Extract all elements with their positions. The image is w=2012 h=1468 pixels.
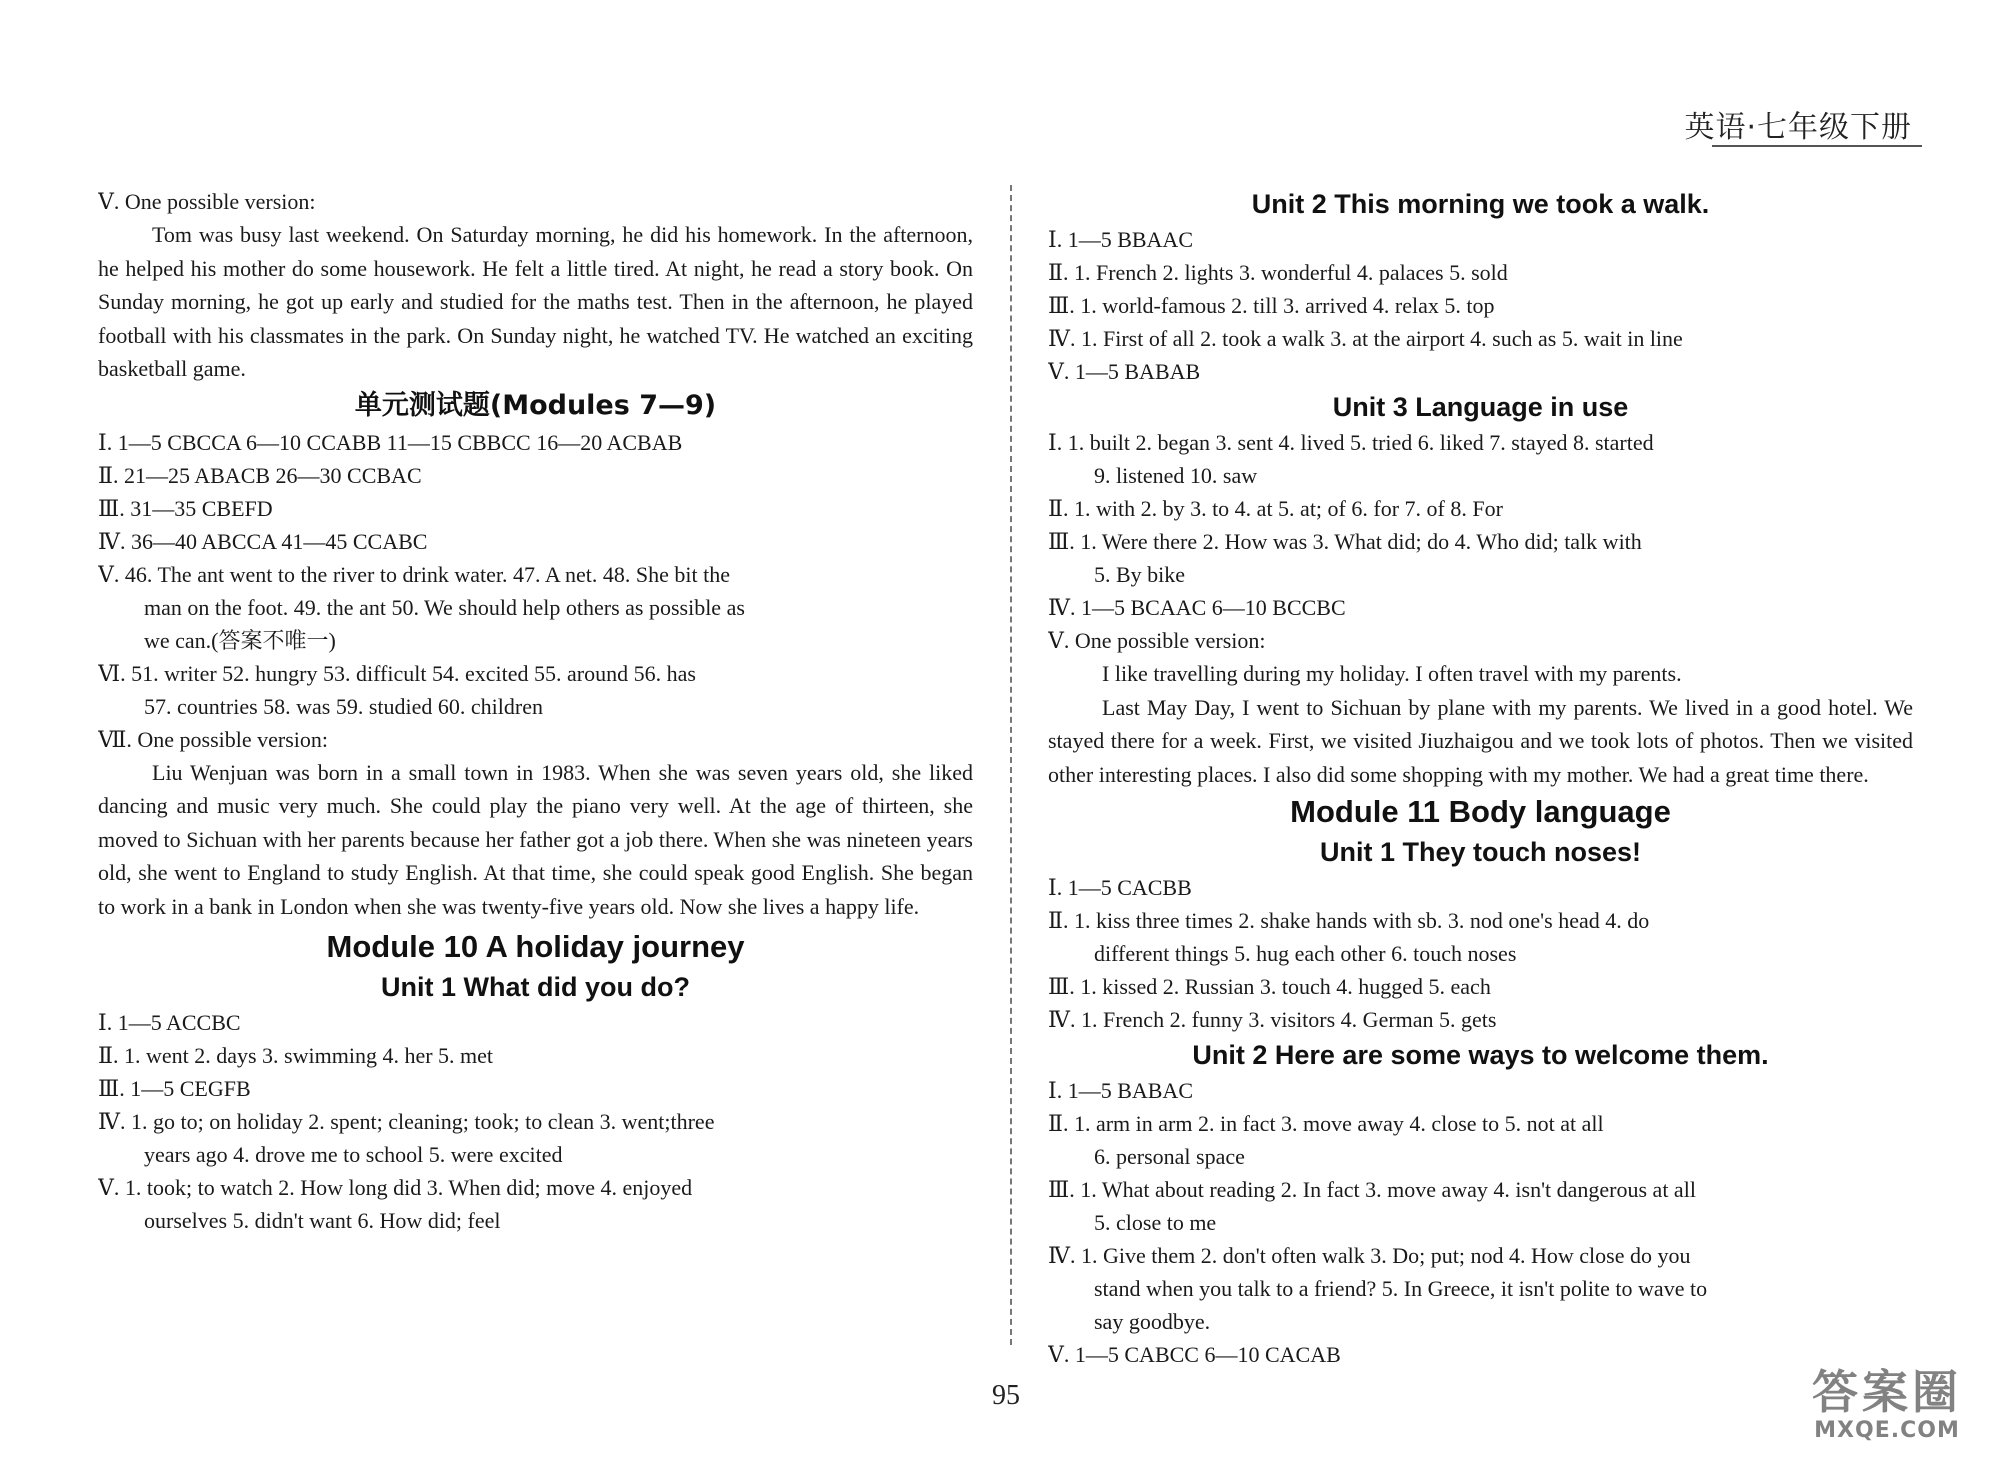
right-column — [1048, 185, 1913, 1371]
header-rule — [1712, 145, 1922, 147]
answer-line: Ⅳ. 36—40 ABCCA 41—45 CCABC — [98, 528, 428, 554]
page-number: 95 — [992, 1380, 1020, 1411]
module-title: Module 11 Body language — [1290, 794, 1671, 829]
site-watermark — [1792, 1366, 1982, 1444]
column-divider — [1010, 185, 1012, 1345]
answer-line: Ⅲ. 1. Were there 2. How was 3. What did; do 4. Who did; talk with — [1048, 529, 1642, 554]
watermark-logo-text: 答案圈 — [1812, 1365, 1962, 1419]
unit-title: Unit 1 They touch noses! — [1319, 837, 1642, 867]
answer-line: we can.(答案不唯一) — [144, 627, 336, 653]
unit-title: Unit 2 This morning we took a walk. — [1251, 189, 1710, 219]
answer-line: stand when you talk to a friend? 5. In Greece, it isn't polite to wave to — [1094, 1276, 1708, 1301]
answer-line: 5. By bike — [1094, 562, 1186, 587]
answer-line: Ⅰ. 1—5 ACCBC — [98, 1010, 241, 1035]
answer-line: Ⅲ. 1—5 CEGFB — [98, 1076, 251, 1101]
answer-line: Ⅳ. 1—5 BCAAC 6—10 BCCBC — [1048, 595, 1346, 620]
answer-line: Ⅱ. 1. kiss three times 2. shake hands with sb. 3. nod one's head 4. do — [1048, 908, 1650, 933]
essay-paragraph: Liu Wenjuan was born in a small town in 1983. When she was seven years old, she liked dancing and music very much. She could play the piano very well. At the age of thirteen, she moved to Sichuan with her parents because her father got a job there. When she was nineteen years old, she went to England to study English. At that time, she could speak good English. She began to work in a bank in London when she was twenty-five years old. Now she lives a happy life. — [98, 759, 973, 919]
answer-line: Ⅳ. 1. First of all 2. took a walk 3. at the airport 4. such as 5. wait in line — [1048, 326, 1683, 351]
answer-line: Ⅲ. 1. world-famous 2. till 3. arrived 4. relax 5. top — [1048, 293, 1495, 318]
answer-line: Ⅱ. 1. arm in arm 2. in fact 3. move away 4. close to 5. not at all — [1048, 1111, 1604, 1136]
answer-line: Ⅱ. 1. French 2. lights 3. wonderful 4. palaces 5. sold — [1048, 260, 1508, 285]
answer-line: 9. listened 10. saw — [1094, 463, 1258, 488]
answer-line: years ago 4. drove me to school 5. were excited — [144, 1142, 563, 1167]
unit-title: Unit 3 Language in use — [1332, 392, 1629, 422]
answer-line: Ⅰ. 1. built 2. began 3. sent 4. lived 5. tried 6. liked 7. stayed 8. started — [1048, 430, 1654, 455]
module-title: Module 10 A holiday journey — [326, 929, 745, 964]
answer-line: Ⅴ. 1. took; to watch 2. How long did 3. When did; move 4. enjoyed — [98, 1175, 693, 1200]
essay-paragraph: Last May Day, I went to Sichuan by plane with my parents. We lived in a good hotel. We stayed there for a week. First, we visited Jiuzhaigou and we took lots of photos. Then we visited other interesting places. I also did some shopping with my mother. We had a great time there. — [1048, 694, 1913, 787]
answer-line: Ⅲ. 1. What about reading 2. In fact 3. move away 4. isn't dangerous at all — [1048, 1177, 1696, 1202]
answer-line: Ⅶ. One possible version: — [98, 726, 329, 752]
unit-title: Unit 2 Here are some ways to welcome them. — [1192, 1040, 1769, 1070]
answer-line: Ⅵ. 51. writer 52. hungry 53. difficult 54. excited 55. around 56. has — [98, 660, 696, 686]
answer-line: different things 5. hug each other 6. touch noses — [1094, 941, 1517, 966]
answer-line: Ⅱ. 1. with 2. by 3. to 4. at 5. at; of 6. for 7. of 8. For — [1048, 496, 1503, 521]
answer-line: man on the foot. 49. the ant 50. We should help others as possible as — [144, 594, 745, 620]
answer-line: Ⅴ. One possible version: — [1048, 628, 1266, 653]
answer-line: 57. countries 58. was 59. studied 60. children — [144, 693, 543, 719]
essay-paragraph: I like travelling during my holiday. I often travel with my parents. — [1102, 661, 1682, 686]
answer-line: Ⅲ. 1. kissed 2. Russian 3. touch 4. hugged 5. each — [1048, 974, 1491, 999]
watermark-url: MXQE.COM — [1814, 1418, 1960, 1443]
answer-line: 5. close to me — [1094, 1210, 1217, 1235]
essay-paragraph: Tom was busy last weekend. On Saturday morning, he did his homework. In the afternoon, he helped his mother do some housework. He felt a little tired. At night, he read a story book. On Sunday morning, he got up early and studied for the maths test. Then in the afternoon, he played football with his classmates in the park. On Sunday night, he watched TV. He watched an exciting basketball game. — [98, 222, 973, 381]
answer-line: ourselves 5. didn't want 6. How did; feel — [144, 1208, 501, 1233]
answer-line: Ⅰ. 1—5 CACBB — [1048, 875, 1192, 900]
answer-line: Ⅴ. One possible version: — [98, 189, 316, 214]
answer-line: 6. personal space — [1094, 1144, 1245, 1169]
answer-line: Ⅴ. 1—5 BABAB — [1048, 359, 1201, 384]
answer-line: Ⅳ. 1. Give them 2. don't often walk 3. Do; put; nod 4. How close do you — [1048, 1243, 1691, 1268]
answer-line: Ⅴ. 1—5 CABCC 6—10 CACAB — [1048, 1342, 1341, 1367]
answer-line: Ⅲ. 31—35 CBEFD — [98, 495, 273, 521]
answer-line: Ⅰ. 1—5 BABAC — [1048, 1078, 1193, 1103]
answer-line: Ⅳ. 1. French 2. funny 3. visitors 4. German 5. gets — [1048, 1007, 1497, 1032]
answer-line: Ⅳ. 1. go to; on holiday 2. spent; cleaning; took; to clean 3. went;three — [98, 1109, 715, 1134]
answer-line: say goodbye. — [1094, 1309, 1211, 1334]
answer-line: Ⅱ. 21—25 ABACB 26—30 CCBAC — [98, 462, 422, 488]
answer-line: Ⅱ. 1. went 2. days 3. swimming 4. her 5. met — [98, 1043, 494, 1068]
answer-line: Ⅰ. 1—5 CBCCA 6—10 CCABB 11—15 CBBCC 16—20 ACBAB — [98, 429, 683, 455]
unit-title: Unit 1 What did you do? — [381, 972, 690, 1002]
left-column — [98, 185, 973, 1237]
section-title: 单元测试题(Modules 7—9) — [354, 389, 717, 421]
answer-line: Ⅴ. 46. The ant went to the river to drink water. 47. A net. 48. She bit the — [98, 561, 730, 587]
answer-line: Ⅰ. 1—5 BBAAC — [1048, 227, 1193, 252]
page-header: 英语·七年级下册 — [1684, 110, 1912, 145]
